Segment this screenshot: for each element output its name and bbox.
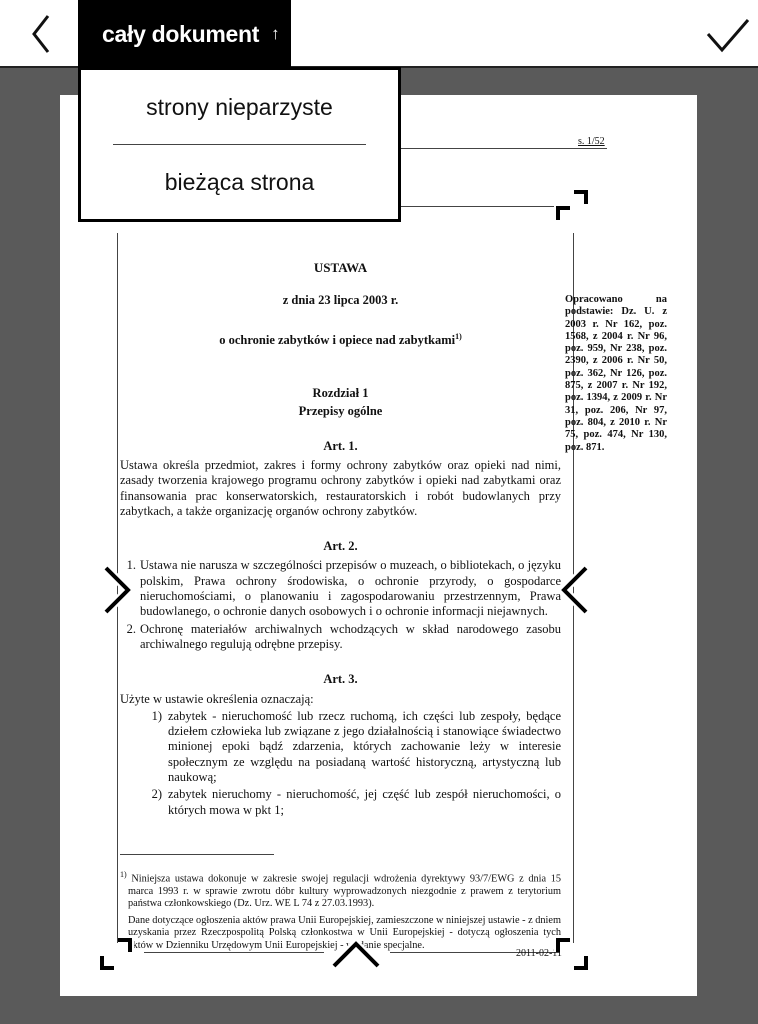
crop-handle-bottom-right[interactable]: [552, 934, 592, 974]
footer-date: 2011-02-11: [516, 948, 562, 959]
right-edge-handle[interactable]: [554, 562, 594, 618]
list-item-number: 2.: [126, 621, 136, 636]
chevron-right-icon: [98, 562, 138, 618]
range-selector[interactable]: [78, 0, 291, 68]
list-item-text: Ochronę materiałów archiwalnych wchodzących w skład narodowego zasobu archiwalnego regulują odrębne przepisy.: [140, 621, 561, 651]
document-page: [60, 95, 697, 996]
list-item: [120, 558, 561, 619]
header-page-number: s. 1/52: [578, 136, 605, 147]
list-item-text: zabytek nieruchomy - nieruchomość, jej część lub zespół nieruchomości, o których mowa w pkt 1;: [168, 787, 561, 817]
subject-footnote-mark: 1): [455, 331, 462, 341]
list-item-number: 1.: [126, 558, 136, 573]
bottom-edge-handle[interactable]: [328, 934, 384, 974]
range-dropdown: [78, 67, 401, 222]
list-item: [120, 709, 561, 785]
checkmark-icon: [704, 8, 752, 60]
dropdown-item-current-page[interactable]: bieżąca strona: [164, 168, 315, 195]
document-title: USTAWA: [313, 260, 368, 275]
document-date: z dnia 23 lipca 2003 r.: [282, 293, 399, 308]
corner-handle-icon: [552, 186, 592, 226]
chevron-left-icon: [554, 562, 594, 618]
art3-title: Art. 3.: [323, 672, 358, 687]
list-item-number: 2): [151, 787, 162, 802]
footnote-rule: [120, 854, 274, 855]
crop-handle-bottom-left[interactable]: [96, 934, 136, 974]
footnote-2: Dane dotyczące ogłoszenia aktów prawa Unii Europejskiej, zamieszczone w niniejszej ustawie - z dniem uzyskania przez Rzeczpospolitą Polską członkostwa w Unii Europejskiej - dotyczą ogłoszenia tych aktów w Dzienniku Urzędowym Unii Europejskiej - wydanie specjalne.: [128, 914, 561, 951]
art2-title: Art. 2.: [323, 539, 358, 554]
art3-intro: Użyte w ustawie określenia oznaczają:: [120, 691, 314, 706]
art3-list: [120, 709, 561, 818]
document-subject-text: o ochronie zabytków i opiece nad zabytkami: [219, 332, 456, 347]
art1-text: Ustawa określa przedmiot, zakres i formy ochrony zabytków oraz opieki nad nimi, zasady tworzenia krajowego programu ochrony zabytków i opieki nad zabytkami oraz finansowania prac konserwatorskich, restauratorskich i robót budowlanych przy zabytkach, a także organizację organów ochrony zabytków.: [120, 457, 561, 518]
range-selector-label: cały dokument: [102, 20, 260, 47]
list-item-number: 1): [151, 708, 162, 723]
document-subject: [120, 329, 561, 348]
footnote-1: [120, 869, 561, 911]
chapter-number: Rozdział 1: [312, 386, 369, 401]
list-item: [120, 787, 561, 818]
corner-handle-icon: [552, 934, 592, 974]
list-item: [120, 622, 561, 653]
list-item-text: zabytek - nieruchomość lub rzecz ruchomą, ich części lub zespoły, będące dziełem człowieka lub związane z jego działalnością i stanowiące świadectwo minionej epoki bądź zdarzenia, których zachowanie leży w interesie społecznym ze względu na posiadaną wartość historyczną, artystyczną lub naukową;: [168, 708, 561, 784]
margin-note: Opracowano na podstawie: Dz. U. z 2003 r. Nr 162, poz. 1568, z 2004 r. Nr 96, poz. 959, Nr 238, poz. 2390, z 2006 r. Nr 50, poz. 362, Nr 126, poz. 875, z 2007 r. Nr 192, poz. 1394, z 2009 r. Nr 31, poz. 206, Nr 97, poz. 804, z 2010 r. Nr 75, poz. 474, Nr 130, poz. 871.: [565, 294, 667, 453]
list-item-text: Ustawa nie narusza w szczególności przepisów o muzeach, o bibliotekach, o języku polskim, Prawa ochrony środowiska, o ochronie przyrody, o gospodarce nieruchomościami, o planowaniu i zagospodarowaniu przestrzennym, Prawa budowlanego, o ochronie danych osobowych i o ochronie informacji niejawnych.: [140, 558, 561, 619]
footnote-1-text: Niniejsza ustawa dokonuje w zakresie swojej regulacji wdrożenia dyrektywy 93/7/EWG z dnia 15 marca 1993 r. w sprawie zwrotu dóbr kultury wyprowadzonych niezgodnie z prawem z terytorium państwa członkowskiego (Dz. Urz. WE L 74 z 27.03.1993).: [128, 873, 561, 910]
chapter-title: Przepisy ogólne: [298, 404, 383, 419]
arrow-up-icon: ↑: [271, 24, 280, 43]
top-bar: [0, 0, 758, 68]
chevron-up-icon: [328, 934, 384, 974]
left-edge-handle[interactable]: [98, 562, 138, 618]
confirm-button[interactable]: [704, 8, 752, 60]
crop-handle-top-right[interactable]: [552, 186, 592, 226]
corner-handle-icon: [96, 934, 136, 974]
art1-title: Art. 1.: [323, 438, 358, 453]
dropdown-item-odd-pages[interactable]: strony nieparzyste: [146, 93, 333, 120]
back-button[interactable]: [18, 8, 66, 60]
footnote-1-mark: 1): [120, 870, 127, 879]
art2-list: [120, 558, 561, 652]
document-body: [120, 260, 561, 818]
chevron-left-icon: [18, 8, 66, 60]
